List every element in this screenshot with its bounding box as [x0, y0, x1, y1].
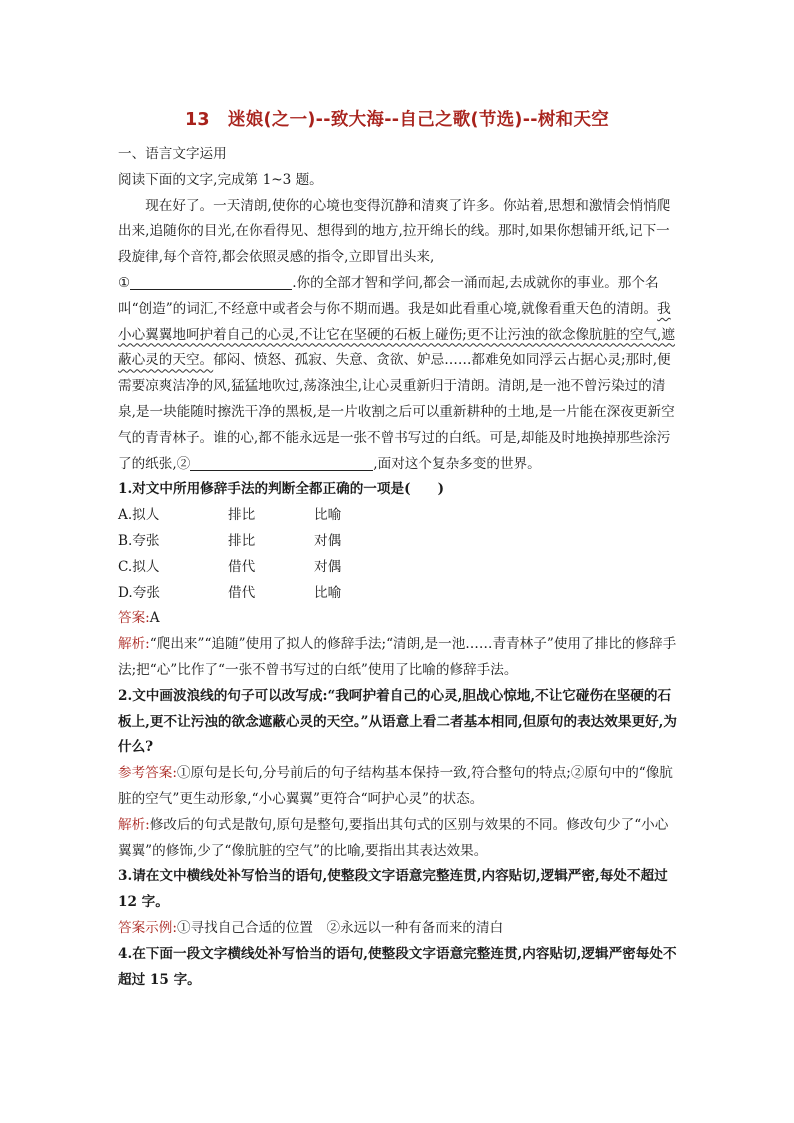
question-3-answer: 答案示例:①寻找自己合适的位置 ②永远以一种有备而来的清白	[118, 919, 504, 936]
question-3-stem: 3.请在文中横线处补写恰当的语句,使整段文字语意完整连贯,内容贴切,逻辑严密,每处不超过 12 字。	[118, 868, 668, 911]
page-title	[0, 106, 794, 131]
question-2-stem: 2.文中画波浪线的句子可以改写成:“我呵护着自己的心灵,胆战心惊地,不让它碰伤在坚硬的石板上,更不让污浊的欲念遮蔽心灵的天空。”从语意上看二者基本相同,但原句的表达效果更好,为什么?	[118, 687, 677, 756]
passage-text-2: .你的全部才智和学问,都会一涌而起,去成就你的事业。那个名叫“创造”的词汇,不经意中或者会与你不期而遇。我是如此看重心境,就像看重天色的清朗。	[118, 274, 659, 317]
instruction: 阅读下面的文字,完成第 1~3 题。	[118, 171, 323, 188]
passage-text-3: 郁闷、愤怒、孤寂、失意、贪欲、妒忌……都难免如同浮云占据心灵;那时,便需要凉爽洁净的风,猛猛地吹过,荡涤浊尘,让心灵重新归于清朗。清朗,是一池不曾污染过的清泉,是一块能随时擦洗干净的黑板,是一片收割之后可以重新耕种的土地,是一片能在深夜更新空气的青青林子。谁的心,都不能永远是一张不曾书写过的白纸。可是,却能及时地换掉那些涂污了的纸张,	[118, 352, 675, 472]
section-heading: 一、语言文字运用	[118, 146, 227, 162]
lesson-number: 13	[184, 110, 210, 130]
passage-text-4: ,面对这个复杂多变的世界。	[373, 455, 541, 472]
blank-1-marker: ①	[118, 274, 131, 291]
question-1-analysis: 解析:“爬出来”“追随”使用了拟人的修辞手法;“清朗,是一池……青青林子”使用了排比的修辞手法;把“心”比作了“一张不曾书写过的白纸”使用了比喻的修辞手法。	[118, 636, 677, 678]
option-b: B.夸张 排比 对偶	[118, 532, 342, 549]
question-4-stem: 4.在下面一段文字横线处补写恰当的语句,使整段文字语意完整连贯,内容贴切,逻辑严密每处不超过 15 字。	[118, 945, 677, 988]
lesson-title: 迷娘(之一)--致大海--自己之歌(节选)--树和天空	[227, 110, 610, 130]
question-2-answer: 参考答案:①原句是长句,分号前后的句子结构基本保持一致,符合整句的特点;②原句中的“像肮脏的空气”更生动形象,“小心翼翼”更符合“呵护心灵”的状态。	[118, 765, 673, 807]
wavy-underlined-sentence: 我小心翼翼地呵护着自己的心灵,不让它在坚硬的石板上碰伤;更不让污浊的欲念像肮脏的空气,遮蔽心灵的天空。	[118, 300, 675, 369]
reading-passage	[118, 194, 680, 478]
option-a: A.拟人 排比 比喻	[118, 507, 342, 524]
blank-2-marker: ②	[176, 455, 191, 472]
content	[118, 142, 680, 993]
question-1-answer: 答案:A	[118, 610, 160, 627]
blank-1-line	[130, 272, 292, 290]
option-c: C.拟人 借代 对偶	[118, 558, 342, 575]
option-d: D.夸张 借代 比喻	[118, 584, 342, 601]
question-1-stem: 1.对文中所用修辞手法的判断全都正确的一项是( )	[118, 481, 445, 498]
blank-2-line	[190, 453, 373, 471]
question-2-analysis: 解析:修改后的句式是散句,原句是整句,要指出其句式的区别与效果的不同。修改句少了“小心翼翼”的修饰,少了“像肮脏的空气”的比喻,要指出其表达效果。	[118, 816, 669, 859]
passage-text-1: 现在好了。一天清朗,使你的心境也变得沉静和清爽了许多。你站着,思想和激情会悄悄爬出来,追随你的目光,在你看得见、想得到的地方,拉开绵长的线。那时,如果你想铺开纸,记下一段旋律,每个音符,都会依照灵感的指令,立即冒出头来,	[118, 197, 671, 266]
